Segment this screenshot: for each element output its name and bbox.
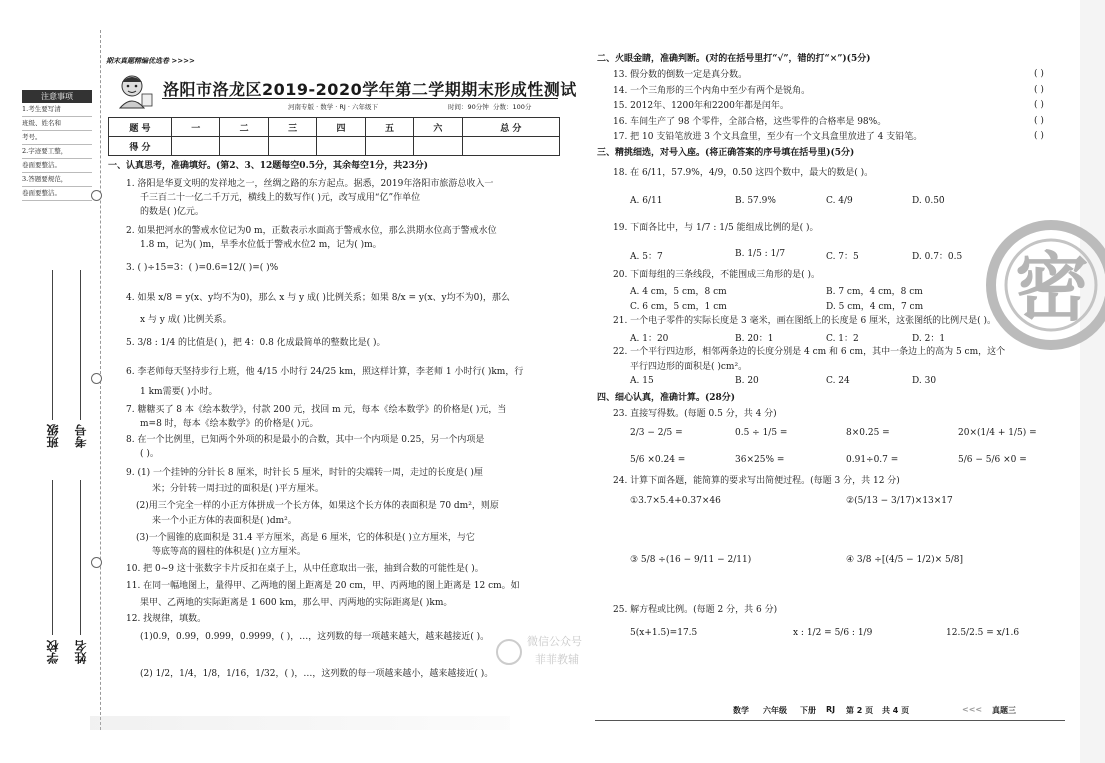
score-cell[interactable] <box>365 137 413 156</box>
option-c[interactable]: C. 7：5 <box>826 252 859 262</box>
calc-item: 2/3 − 2/5 = <box>630 428 683 438</box>
question-1: 1. 洛阳是华夏文明的发祥地之一，丝绸之路的东方起点。据悉，2019年洛阳市旅游总收入一 <box>126 179 494 189</box>
question-1-line: 千三百二十一亿二千万元，横线上的数写作( )元，改写成用“亿”作单位 <box>140 193 421 203</box>
table-cell: 二 <box>220 118 268 137</box>
question-1-line: 的数是( )亿元。 <box>140 207 204 217</box>
series-label: 期末真题精编优选卷 >>>> <box>106 56 195 65</box>
question-8: 8. 在一个比例里，已知两个外项的积是最小的合数，其中一个内项是 0.25，另一个内项是 <box>126 435 485 445</box>
table-cell: 得 分 <box>109 137 172 156</box>
question-9-line: 米；分针转一周扫过的面积是( )平方厘米。 <box>152 484 324 494</box>
question-22: 22. 一个平行四边形，相邻两条边的长度分别是 4 cm 和 6 cm，其中一条边上的高为 5 cm，这个 <box>613 347 1006 357</box>
notice-line: 1.考生要写清 <box>22 103 92 117</box>
footer-term: 下册 <box>800 706 816 715</box>
question-21: 21. 一个电子零件的实际长度是 3 毫米，画在图纸上的长度是 6 厘米，这张图纸的比例尺是( )。 <box>613 316 996 326</box>
calc-item: 36×25% = <box>735 455 785 465</box>
equation: 5(x+1.5)=17.5 <box>630 628 698 638</box>
score-cell[interactable] <box>268 137 316 156</box>
seal-stamp <box>985 215 1105 355</box>
question-17: 17. 把 10 支铅笔放进 3 个文具盒里，至少有一个文具盒里放进了 4 支铅笔。 <box>613 132 923 142</box>
calc-problem: ①3.7×5.4+0.37×46 <box>630 496 721 506</box>
page-title: 洛阳市洛龙区2019-2020学年第二学期期末形成性测试 <box>163 80 577 99</box>
option-d[interactable]: D. 0.7：0.5 <box>912 252 963 262</box>
class-write-line[interactable] <box>52 270 53 420</box>
question-22-line: 平行四边形的面积是( )cm²。 <box>630 362 748 372</box>
notice-line: 卷面要整洁。 <box>22 159 92 173</box>
question-15: 15. 2012年、1200年和2200年都是闰年。 <box>613 101 789 111</box>
question-9-line: (2)用三个完全一样的小正方体拼成一个长方体，如果这个长方体的表面积是 70 dm²，则原 <box>136 501 499 511</box>
question-3: 3. ( )÷15=3：( )=0.6=12/( )=( )% <box>126 263 279 273</box>
title-underline <box>162 98 558 99</box>
table-cell: 六 <box>414 118 462 137</box>
footer-rule <box>595 720 1065 721</box>
calc-problem: ③ 5/8 ÷(16 − 9/11 − 2/11) <box>630 555 752 565</box>
question-11: 11. 在同一幅地图上，量得甲、乙两地的图上距离是 20 cm，甲、丙两地的图上距离是 12 cm。如 <box>126 581 520 591</box>
watermark-line2: 菲菲教辅 <box>535 653 579 666</box>
question-10: 10. 把 0~9 这十张数字卡片反扣在桌子上，从中任意取出一张，抽到合数的可能性是( )。 <box>126 564 484 574</box>
question-25: 25. 解方程或比例。(每题 2 分，共 6 分) <box>613 605 778 615</box>
name-label: 姓名 <box>74 640 88 664</box>
table-cell: 题 号 <box>109 118 172 137</box>
question-9-line: 等底等高的圆柱的体积是( )立方厘米。 <box>152 547 306 557</box>
question-12-part1: (1)0.9，0.99，0.999，0.9999，( )，…，这列数的每一项越来越大，越来越接近( )。 <box>140 632 490 642</box>
class-label: 班级 <box>46 424 60 448</box>
calc-item: 5/6 − 5/6 ×0 = <box>958 455 1027 465</box>
notice-line: 班级、姓名和 <box>22 117 92 131</box>
score-cell[interactable] <box>414 137 462 156</box>
question-13: 13. 假分数的倒数一定是真分数。 <box>613 70 748 80</box>
footer-page: 第 2 页 <box>846 706 874 715</box>
option-d[interactable]: D. 2：1 <box>912 334 946 344</box>
watermark-line1: 微信公众号 <box>527 635 582 648</box>
section-1-title: 一、认真思考，准确填好。(第2、3、12题每空0.5分，其余每空1分，共23分) <box>108 161 429 171</box>
question-14: 14. 一个三角形的三个内角中至少有两个是锐角。 <box>613 86 811 96</box>
section-2-title: 二、火眼金睛，准确判断。(对的在括号里打“√”，错的打“×”)(5分) <box>597 54 871 64</box>
question-2: 2. 如果把河水的警戒水位记为0 m，正数表示水面高于警戒水位，那么洪期水位高于警戒水位 <box>126 226 497 236</box>
question-7-line: m=8 时，每本《绘本数学》的价格是( )元。 <box>140 419 319 429</box>
question-18: 18. 在 6/11，57.9%，4/9，0.5̇0̇ 这四个数中，最大的数是( )。 <box>613 168 874 178</box>
table-cell: 总 分 <box>462 118 559 137</box>
question-4-line: x 与 y 成( )比例关系。 <box>140 315 232 325</box>
score-cell[interactable] <box>172 137 220 156</box>
option-a[interactable]: A. 15 <box>630 376 654 386</box>
table-cell: 三 <box>268 118 316 137</box>
watermark-logo <box>495 623 605 681</box>
question-24: 24. 计算下面各题，能简算的要求写出简便过程。(每题 3 分，共 12 分) <box>613 476 900 486</box>
option-c[interactable]: C. 1：2 <box>826 334 859 344</box>
exam-no-label: 考号 <box>74 424 88 448</box>
binding-hole <box>91 557 102 568</box>
option-a[interactable]: A. 5：7 <box>630 252 663 262</box>
question-19: 19. 下面各比中，与 1/7 : 1/5 能组成比例的是( )。 <box>613 223 819 233</box>
calc-item: 8×0.25 = <box>846 428 890 438</box>
question-4: 4. 如果 x/8 = y(x、y均不为0)，那么 x 与 y 成( )比例关系；如果 8/x = y(x、y均不为0)，那么 <box>126 293 510 303</box>
option-d[interactable]: D. 0.5̇0̇ <box>912 196 945 206</box>
question-9: 9. (1) 一个挂钟的分针长 8 厘米，时针长 5 厘米，时针的尖端转一周，走过的长度是( )厘 <box>126 468 483 478</box>
table-cell: 一 <box>172 118 220 137</box>
blurred-footer <box>90 716 510 730</box>
notice-line: 2.字迹要工整， <box>22 145 92 159</box>
footer-grade: 六年级 <box>763 706 787 715</box>
score-table-header-row <box>109 118 560 137</box>
notice-box <box>22 90 92 201</box>
question-12-part2: (2) 1/2，1/4，1/8，1/16，1/32，( )，…，这列数的每一项越来越小，越来越接近( )。 <box>140 669 494 679</box>
section-3-title: 三、精挑细选，对号入座。(将正确答案的序号填在括号里)(5分) <box>597 148 855 158</box>
calc-problem: ④ 3/8 ÷[(4/5 − 1/2)× 5/8] <box>846 555 963 565</box>
answer-paren[interactable]: ( ) <box>1034 116 1044 126</box>
score-cell[interactable] <box>317 137 365 156</box>
binding-hole <box>91 190 102 201</box>
question-8-line: ( )。 <box>140 449 159 459</box>
question-2-line: 1.8 m，记为( )m，旱季水位低于警戒水位2 m，记为( )m。 <box>140 240 382 250</box>
question-9-line: (3)一个圆锥的底面积是 31.4 平方厘米，高是 6 厘米，它的体积是( )立方厘米，与它 <box>136 533 475 543</box>
option-c[interactable]: C. 4/9 <box>826 196 853 206</box>
option-c[interactable]: C. 6 cm，5 cm，1 cm <box>630 302 727 312</box>
question-20: 20. 下面每组的三条线段，不能围成三角形的是( )。 <box>613 270 821 280</box>
answer-paren[interactable]: ( ) <box>1034 100 1044 110</box>
option-b[interactable]: B. 1/5 : 1/7 <box>735 249 786 259</box>
footer-edition: RJ <box>826 705 836 714</box>
option-b[interactable]: B. 20：1 <box>735 334 774 344</box>
option-d[interactable]: D. 30 <box>912 376 937 386</box>
score-table <box>108 117 560 156</box>
option-d[interactable]: D. 5 cm，4 cm，7 cm <box>826 302 924 312</box>
question-23: 23. 直接写得数。(每题 0.5 分，共 4 分) <box>613 409 777 419</box>
question-16: 16. 车间生产了 98 个零件，全部合格，这些零件的合格率是 98%。 <box>613 117 887 127</box>
subject-info: 河南专版 · 数学 · RJ · 六年级下 <box>288 103 379 111</box>
answer-paren[interactable]: ( ) <box>1034 85 1044 95</box>
exam-no-write-line[interactable] <box>80 270 81 420</box>
cartoon-boy-icon <box>108 72 156 110</box>
section-4-title: 四、细心认真，准确计算。(28分) <box>597 393 736 403</box>
question-6: 6. 李老师每天坚持步行上班，他 4/15 小时行 24/25 km，照这样计算，李老师 1 小时行( )km，行 <box>126 367 524 377</box>
table-cell: 五 <box>365 118 413 137</box>
notice-line: 卷面要整洁。 <box>22 187 92 201</box>
option-b[interactable]: B. 57.9% <box>735 196 776 206</box>
school-label: 学校 <box>46 640 60 664</box>
footer-set: 真题三 <box>992 706 1016 715</box>
question-11-line: 果甲、乙两地的实际距离是 1 600 km，那么甲、丙两地的实际距离是( )km。 <box>140 598 453 608</box>
option-a[interactable]: A. 6/11 <box>630 196 663 206</box>
score-cell[interactable] <box>220 137 268 156</box>
binding-hole <box>91 373 102 384</box>
question-7: 7. 糖糖买了 8 本《绘本数学》，付款 200 元，找回 m 元，每本《绘本数学》的价格是( )元，当 <box>126 405 507 415</box>
score-table-score-row <box>109 137 560 156</box>
stamp-glyph: 密 <box>1015 245 1089 331</box>
table-cell: 四 <box>317 118 365 137</box>
equation: 12.5/2.5 = x/1.6 <box>946 628 1020 638</box>
calc-item: 5/6 ×0.24 = <box>630 455 686 465</box>
equation: x : 1/2 = 5/6 : 1/9 <box>793 628 873 638</box>
option-c[interactable]: C. 24 <box>826 376 850 386</box>
question-12: 12. 找规律，填数。 <box>126 614 207 624</box>
question-5: 5. 3/8 : 1/4 的比值是( )，把 4：0.8 化成最简单的整数比是( )。 <box>126 338 386 348</box>
option-b[interactable]: B. 20 <box>735 376 759 386</box>
calc-problem: ②(5/13 − 3/17)×13×17 <box>846 496 953 506</box>
calc-item: 0.91÷0.7 = <box>846 455 899 465</box>
calc-item: 20×(1/4 + 1/5) = <box>958 428 1037 438</box>
notice-line: 3.答题要规范， <box>22 173 92 187</box>
footer-subject: 数学 <box>733 706 749 715</box>
score-cell[interactable] <box>462 137 559 156</box>
question-6-line: 1 km需要( )小时。 <box>140 387 218 397</box>
option-b[interactable]: B. 7 cm，4 cm，8 cm <box>826 287 923 297</box>
option-a[interactable]: A. 1：20 <box>630 334 669 344</box>
notice-line: 考号。 <box>22 131 92 145</box>
footer-total: 共 4 页 <box>882 706 910 715</box>
option-a[interactable]: A. 4 cm，5 cm，8 cm <box>630 287 727 297</box>
calc-item: 0.5 ÷ 1/5 = <box>735 428 788 438</box>
answer-paren[interactable]: ( ) <box>1034 69 1044 79</box>
school-write-line[interactable] <box>52 480 53 635</box>
answer-paren[interactable]: ( ) <box>1034 131 1044 141</box>
name-write-line[interactable] <box>80 480 81 635</box>
notice-title: 注意事项 <box>22 90 92 103</box>
question-9-line: 来一个小正方体的表面积是( )dm²。 <box>152 516 297 526</box>
footer-arrows: <<< <box>962 705 983 714</box>
time-info: 时间：90分钟 <box>448 103 489 111</box>
score-info: 分数：100分 <box>493 103 532 111</box>
